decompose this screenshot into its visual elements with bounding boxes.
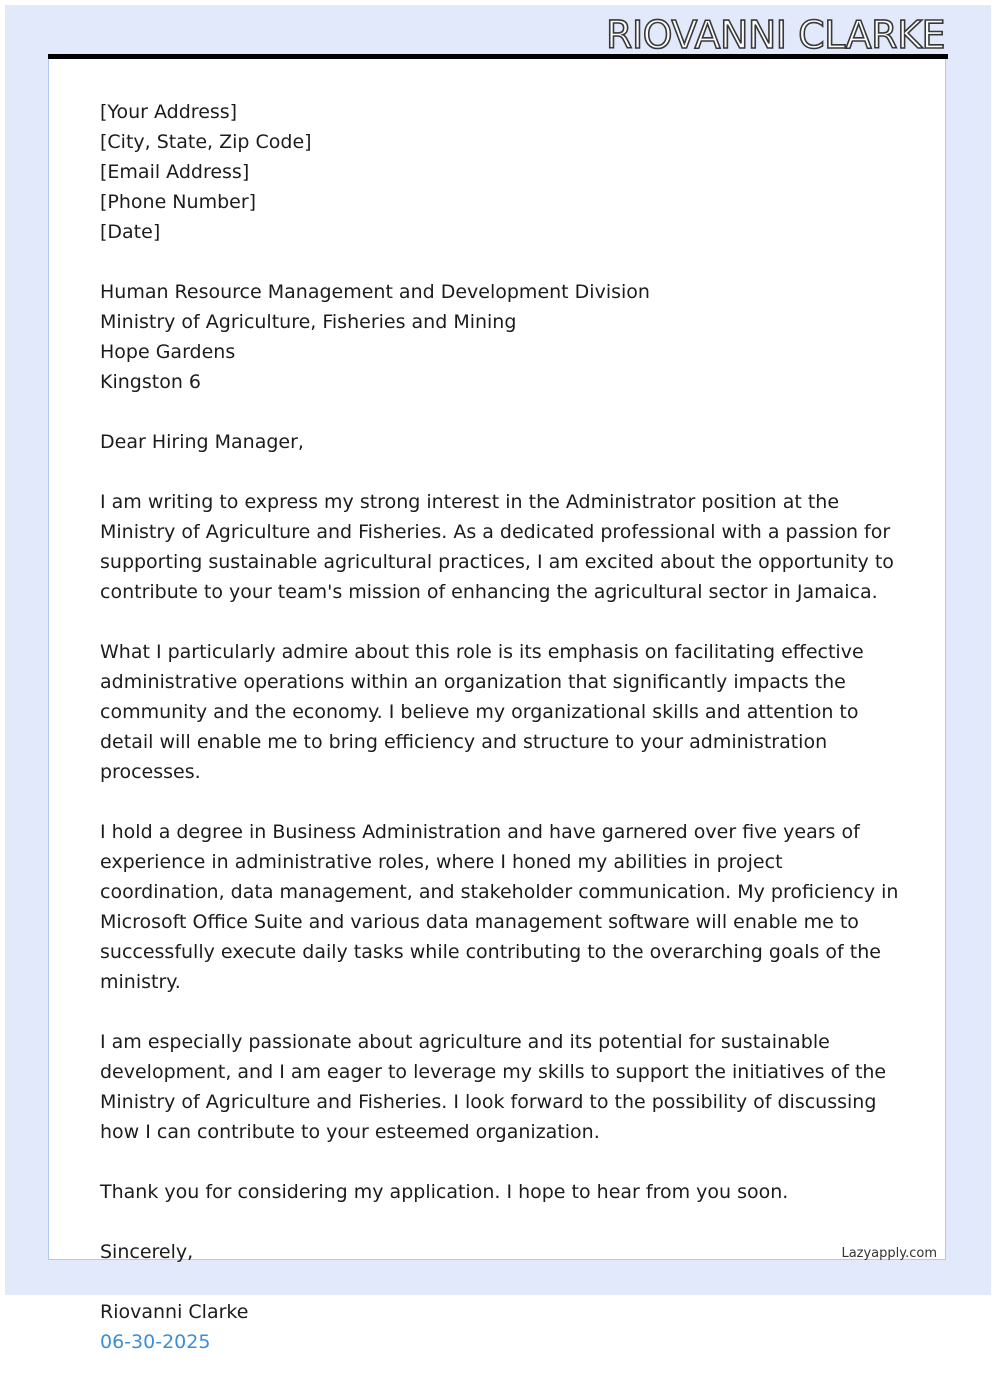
- body-paragraph-2: What I particularly admire about this role is its emphasis on facilitating effective administrative operations within an organization that significantly impacts the community and the economy. I believe my organizational skills and attention to detail will enable me to bring efficiency and structure to your administration processes.: [100, 641, 864, 783]
- recipient-address-block: [100, 277, 900, 397]
- sender-city-state-zip: [City, State, Zip Code]: [100, 131, 312, 153]
- sender-address-block: [100, 97, 900, 247]
- letter-body: [100, 97, 900, 1387]
- sender-email: [Email Address]: [100, 161, 250, 183]
- body-paragraph-1: I am writing to express my strong interest in the Administrator position at the Ministry of Agriculture and Fisheries. As a dedicated professional with a passion for supporting sustainable agricultural practices, I am excited about the opportunity to contribute to your team's mission of enhancing the agricultural sector in Jamaica.: [100, 491, 894, 603]
- watermark: Lazyapply.com: [841, 1246, 937, 1261]
- salutation: Dear Hiring Manager,: [100, 431, 304, 453]
- body-paragraph-4: I am especially passionate about agriculture and its potential for sustainable development, and I am eager to leverage my skills to support the initiatives of the Ministry of Agriculture and Fisheries. I look forward to the possibility of discussing how I can contribute to your esteemed organization.: [100, 1031, 887, 1143]
- sender-phone: [Phone Number]: [100, 191, 257, 213]
- recipient-division: Human Resource Management and Development Division: [100, 281, 650, 303]
- recipient-city: Kingston 6: [100, 371, 201, 393]
- signature-name: Riovanni Clarke: [100, 1301, 249, 1323]
- closing: Sincerely,: [100, 1241, 194, 1263]
- body-paragraph-3: I hold a degree in Business Administration and have garnered over five years of experience in administrative roles, where I honed my abilities in project coordination, data management, and stakeholder communication. My proficiency in Microsoft Office Suite and various data management software will enable me to successfully execute daily tasks while contributing to the overarching goals of the ministry.: [100, 821, 899, 993]
- body-paragraph-5: Thank you for considering my application. I hope to hear from you soon.: [100, 1181, 789, 1203]
- name-heading: RIOVANNI CLARKE: [606, 13, 945, 57]
- recipient-street: Hope Gardens: [100, 341, 236, 363]
- signature-block: [100, 1297, 900, 1357]
- sender-address: [Your Address]: [100, 101, 238, 123]
- sender-date: [Date]: [100, 221, 161, 243]
- footer-date: 06-30-2025: [100, 1331, 211, 1353]
- recipient-ministry: Ministry of Agriculture, Fisheries and Mining: [100, 311, 517, 333]
